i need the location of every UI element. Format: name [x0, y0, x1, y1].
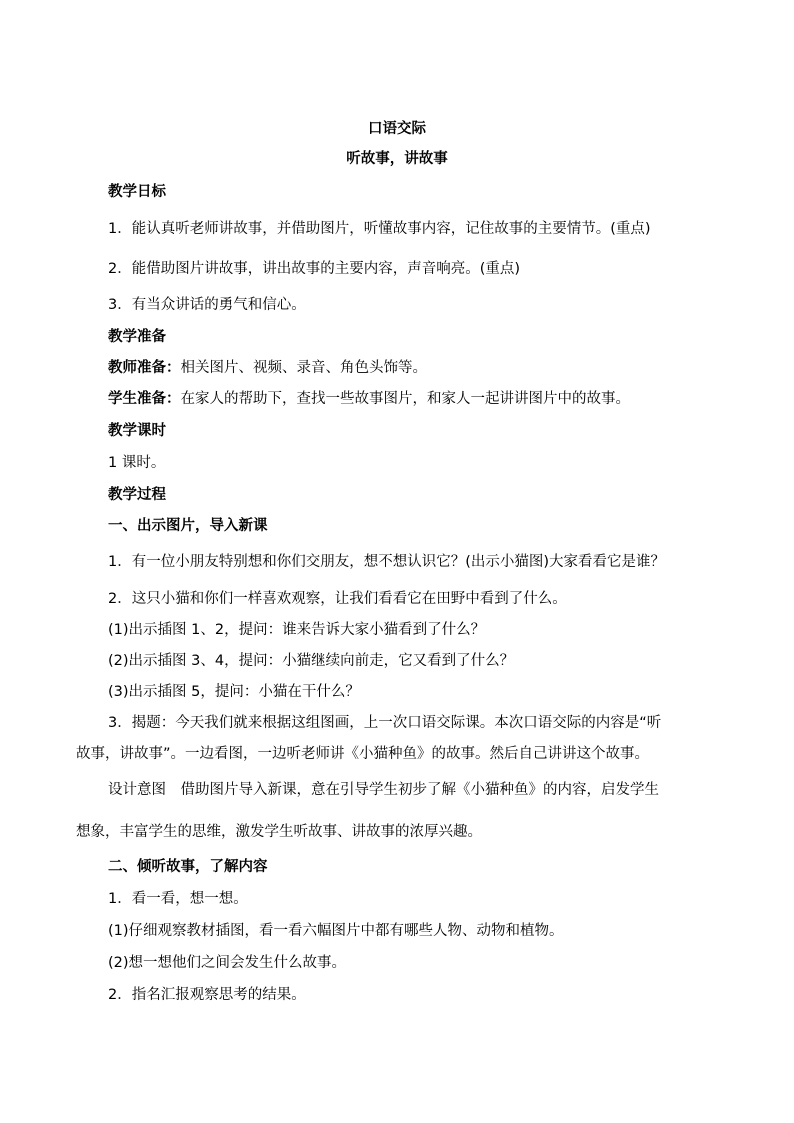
goal-item: 3．有当众讲话的勇气和信心。: [108, 297, 306, 313]
goals-heading: 教学日标: [108, 184, 166, 200]
teacher-prep: [108, 358, 427, 378]
part1-reveal-line: 3．揭题：今天我们就来根据这组图画，上一次口语交际课。本次口语交际的内容是“听: [108, 715, 662, 731]
student-prep-text: 在家人的帮助下，查找一些故事图片，和家人一起讲讲图片中的故事。: [180, 391, 630, 407]
student-prep: [108, 389, 630, 409]
part2-item: (2)想一想他们之间会发生什么故事。: [108, 955, 347, 971]
part2-item: 2．指名汇报观察思考的结果。: [108, 987, 306, 1003]
goal-item: 2．能借助图片讲故事，讲出故事的主要内容，声音响亮。(重点): [108, 261, 521, 277]
part1-item: 2．这只小猫和你们一样喜欢观察，让我们看看它在田野中看到了什么。: [108, 591, 567, 607]
part1-heading: 一、出示图片，导入新课: [108, 518, 268, 534]
part1-item: 1．有一位小朋友特别想和你们交朋友，想不想认识它？(出示小猫图)大家看看它是谁？: [108, 554, 666, 570]
process-heading: 教学过程: [108, 487, 166, 503]
part2-item: (1)仔细观察教材插图，看一看六幅图片中都有哪些人物、动物和植物。: [108, 923, 564, 939]
prep-heading: 教学准备: [108, 329, 166, 345]
teacher-prep-label: 教师准备：: [108, 360, 181, 376]
hours-heading: 教学课时: [108, 423, 166, 439]
hours-text: 1 课时。: [108, 455, 166, 471]
doc-subtitle: 听故事，讲故事: [346, 151, 448, 167]
student-prep-label: 学生准备：: [108, 391, 181, 407]
teacher-prep-text: 相关图片、视频、录音、角色头饰等。: [180, 360, 427, 376]
part1-item: (3)出示插图 5，提问：小猫在干什么？: [108, 684, 360, 700]
goal-item: 1．能认真听老师讲故事，并借助图片，听懂故事内容，记住故事的主要情节。(重点): [108, 221, 651, 237]
design-intent-line: 设计意图 借助图片导入新课，意在引导学生初步了解《小猫种鱼》的内容，启发学生: [108, 782, 659, 798]
part2-item: 1．看一看，想一想。: [108, 891, 248, 907]
part1-item: (2)出示插图 3、4，提问：小猫继续向前走，它又看到了什么？: [108, 653, 515, 669]
part2-heading: 二、倾听故事，了解内容: [108, 859, 268, 875]
part1-reveal-line: 故事，讲故事”。一边看图，一边听老师讲《小猫种鱼》的故事。然后自己讲讲这个故事。: [76, 746, 650, 762]
part1-item: (1)出示插图 1、2，提问：谁来告诉大家小猫看到了什么？: [108, 622, 486, 638]
doc-title: 口语交际: [368, 121, 426, 137]
design-intent-line: 想象，丰富学生的思维，激发学生听故事、讲故事的浓厚兴趣。: [76, 824, 482, 840]
